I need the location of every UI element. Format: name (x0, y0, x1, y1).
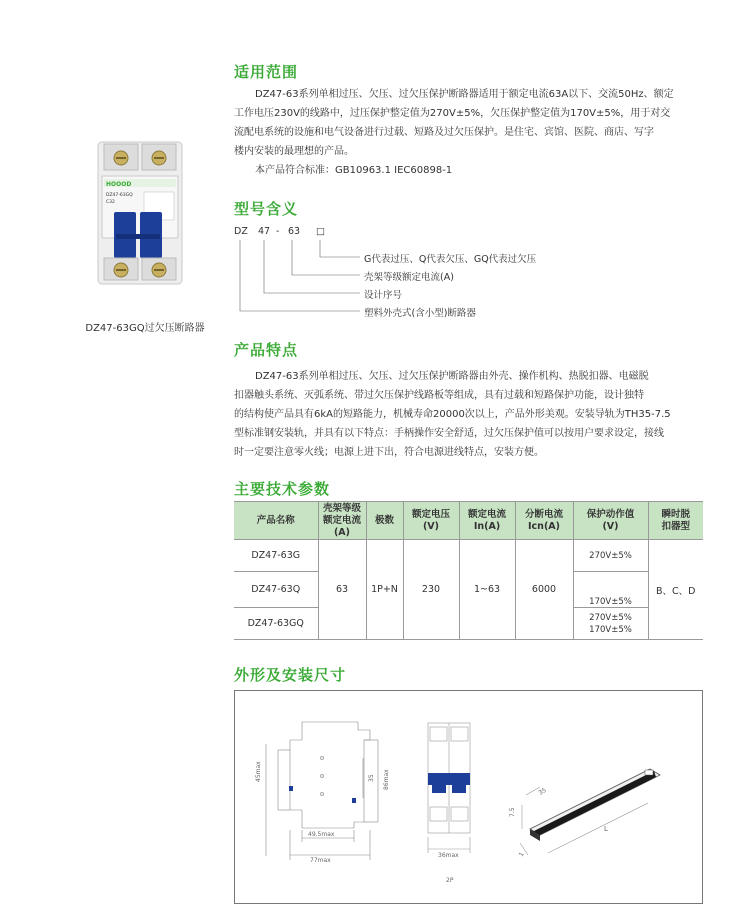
header-protect: 保护动作值 (V) (573, 502, 648, 540)
rating-text: C32 (106, 200, 115, 205)
header-poles: 极数 (366, 502, 403, 540)
scope-line: 工作电压230V的线路中，过压保护整定值为270V±5%，欠压保护整定值为170V±5%，用于对交 (234, 108, 671, 119)
din-rail-drawing (500, 745, 670, 865)
header-voltage: 额定电压 (V) (403, 502, 459, 540)
model-legend-1: G代表过压、Q代表欠压、GQ代表过欠压 (364, 254, 537, 265)
features-title: 产品特点 (234, 341, 299, 359)
features-line: 的结构使产品具有6kA的短路能力，机械寿命20000次以上，产品外形美观。安装导轨为TH35-7.5 (234, 409, 671, 420)
cell-protect-g: 270V±5% (573, 540, 648, 572)
scope-line: DZ47-63系列单相过压、欠压、过欠压保护断路器适用于额定电流63A以下、交流50Hz、额定 (255, 89, 674, 100)
features-text (234, 367, 704, 462)
front-view-drawing (420, 715, 480, 885)
scope-standard: 本产品符合标准：GB10963.1 IEC60898-1 (255, 165, 453, 176)
dim-45max: 45max (255, 761, 262, 782)
cell-poles: 1P+N (366, 540, 403, 640)
dim-49max: 49.5max (308, 831, 335, 838)
code-63: 63 (288, 226, 301, 237)
features-line: 时一定要注意零火线；电源上进下出，符合电源进线特点，安装方便。 (234, 447, 544, 458)
dim-7-5: 7.5 (509, 807, 516, 817)
product-photo (90, 138, 190, 288)
code-47: 47 (258, 226, 271, 237)
code-dash: - (276, 226, 280, 237)
product-caption: DZ47-63GQ过欠压断路器 (85, 323, 205, 334)
cell-rated-current: 1~63 (459, 540, 515, 640)
features-line: 型标准钢安装轨，并具有以下特点：手柄操作安全舒适，过欠压保护值可以按用户要求设定，接线 (234, 428, 664, 439)
model-legend-2: 壳架等级额定电流(A) (364, 272, 454, 283)
brand-text: HOOOD (106, 181, 132, 188)
model-legend-4: 塑料外壳式(含小型)断路器 (364, 308, 476, 319)
cell-frame-current: 63 (318, 540, 366, 640)
cell-breaking: 6000 (515, 540, 573, 640)
table-row-product: DZ47-63Q (234, 572, 318, 608)
params-table-wrap (234, 501, 703, 640)
dim-1: 1 (517, 851, 526, 858)
header-rated-current: 额定电流 In(A) (459, 502, 515, 540)
scope-line: 流配电系统的设施和电气设备进行过载、短路及过欠压保护。是住宅、宾馆、医院、商店、写字 (234, 127, 654, 138)
model-label-text: DZ47-63GQ (106, 193, 133, 198)
table-row-product: DZ47-63G (234, 540, 318, 572)
dim-2p: 2P (446, 877, 454, 884)
features-line: DZ47-63系列单相过压、欠压、过欠压保护断路器由外壳、操作机构、热脱扣器、电磁脱 (255, 371, 649, 382)
cell-protect-gq: 270V±5% 170V±5% (573, 608, 648, 640)
params-title: 主要技术参数 (234, 480, 331, 498)
code-dz: DZ (234, 226, 248, 237)
dim-36max: 36max (438, 852, 459, 859)
scope-text (234, 85, 704, 180)
model-title: 型号含义 (234, 200, 299, 218)
dim-35: 35 (368, 774, 375, 782)
cell-voltage: 230 (403, 540, 459, 640)
side-view-drawing (250, 710, 400, 870)
dim-86max: 86max (383, 769, 390, 790)
scope-title: 适用范围 (234, 63, 299, 81)
dim-l: L (604, 825, 608, 833)
model-legend-3: 设计序号 (364, 290, 403, 301)
dimensions-title: 外形及安装尺寸 (234, 666, 347, 684)
features-line: 扣器触头系统、灭弧系统、带过欠压保护线路板等组成，具有过载和短路保护功能，设计独特 (234, 390, 644, 401)
params-table (234, 501, 703, 640)
code-box: □ (316, 226, 325, 237)
header-product: 产品名称 (234, 502, 318, 540)
cell-trip: B、C、D (648, 540, 703, 640)
header-breaking: 分断电流 Icn(A) (515, 502, 573, 540)
dim-77max: 77max (310, 857, 331, 864)
model-bracket-lines (234, 238, 364, 318)
scope-line: 楼内安装的最理想的产品。 (234, 146, 354, 157)
cell-protect-q: 170V±5% (573, 572, 648, 608)
dim-35-rail: 35 (537, 786, 548, 797)
header-trip: 瞬时脱 扣器型 (648, 502, 703, 540)
table-row-product: DZ47-63GQ (234, 608, 318, 640)
header-frame-current: 壳架等级 额定电流 (A) (318, 502, 366, 540)
